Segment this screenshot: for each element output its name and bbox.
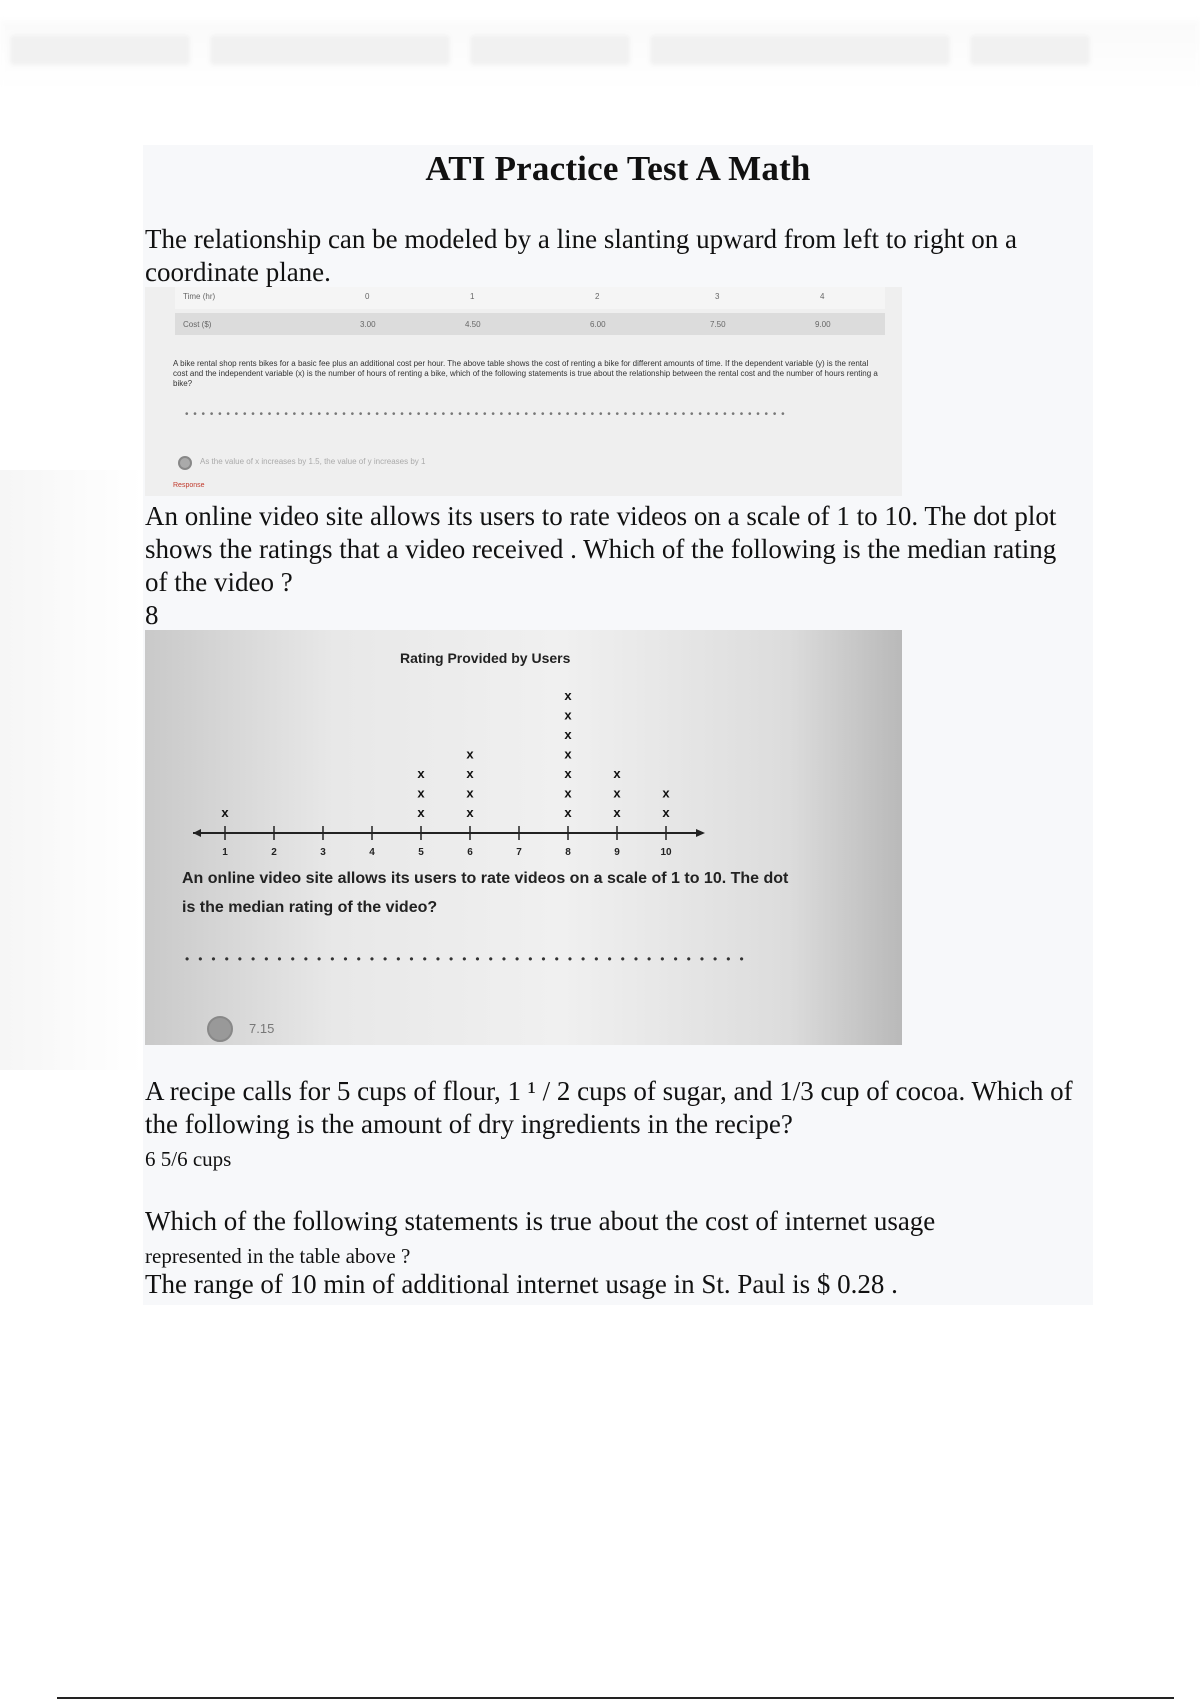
page-title: ATI Practice Test A Math	[425, 149, 811, 188]
dot-plot-mark: x	[564, 785, 572, 801]
x-tick-label: 3	[320, 847, 326, 858]
q1-table-row2-label: Cost ($)	[183, 320, 212, 329]
dot-plot-mark: x	[417, 785, 425, 801]
q1-table-cell: 3	[715, 292, 720, 301]
dot-plot-mark: x	[564, 707, 572, 723]
x-tick-label: 6	[467, 847, 473, 858]
q1-table-row-time	[175, 287, 885, 309]
q1-question-text: A bike rental shop rents bikes for a basic fee plus an additional cost per hour. The above table shows the cost of renting a bike for different amounts of time. If the dependent variable (y) is the rental cost and the independent variable (x) is the number of hours of renting a bike, which of the following statements is true about the relationship between the rental cost and the number of hours renting a bike?	[173, 359, 878, 388]
q1-table-cell: 2	[595, 292, 600, 301]
dot-plot-mark: x	[662, 805, 670, 820]
q1-table-cell: 4	[820, 292, 825, 301]
dot-plot-mark: x	[613, 766, 621, 781]
dot-plot-mark: x	[564, 766, 572, 781]
x-tick-label: 4	[369, 847, 375, 858]
dot-plot-mark: x	[564, 746, 572, 762]
dot-plot-chart	[145, 630, 902, 890]
x-tick-label: 8	[565, 847, 571, 858]
document-page	[143, 145, 1093, 1305]
q1-response-label: Response	[173, 482, 205, 489]
dot-plot-mark: x	[417, 766, 425, 781]
q1-option-text[interactable]: As the value of x increases by 1.5, the value of y increases by 1	[200, 457, 426, 466]
page-bottom-rule	[57, 1697, 1174, 1699]
dot-plot-mark: x	[613, 805, 621, 820]
x-tick-label: 7	[516, 847, 522, 858]
x-tick-label: 9	[614, 847, 620, 858]
q2-screenshot	[145, 630, 902, 1045]
q1-answer-text: The relationship can be modeled by a line slanting upward from left to right on a coordinate plane.	[145, 224, 1018, 287]
q1-option-radio[interactable]	[178, 456, 192, 470]
dot-plot-mark: x	[564, 805, 572, 820]
q2-option-text[interactable]: 7.15	[249, 1021, 275, 1036]
x-axis-left-arrow	[193, 829, 201, 837]
dot-plot-mark: x	[613, 785, 621, 801]
dot-plot-mark: x	[466, 746, 474, 762]
q4-question-line1: Which of the following statements is true about the cost of internet usage	[145, 1206, 936, 1236]
x-tick-label: 1	[222, 847, 228, 858]
q1-table-cell: 1	[470, 292, 475, 301]
q2-question-text: An online video site allows its users to rate videos on a scale of 1 to 10. The dot plot shows the ratings that a video received . Which of the following is the median rating of the video ?	[145, 501, 1057, 597]
chart-title: Rating Provided by Users	[400, 650, 571, 666]
q4-question-line2: represented in the table above ?	[145, 1244, 411, 1268]
q1-table-cell: 9.00	[815, 320, 831, 329]
q1-table-cell: 6.00	[590, 320, 606, 329]
dot-plot-mark: x	[466, 805, 474, 820]
dot-plot-mark: x	[466, 785, 474, 801]
dot-plot-mark: x	[417, 805, 425, 820]
dot-plot-mark: x	[662, 785, 670, 801]
q3-question-text: A recipe calls for 5 cups of flour, 1 ¹ / 2 cups of sugar, and 1/3 cup of cocoa. Which of the following is the amount of dry ingredients in the recipe?	[145, 1076, 1073, 1139]
dot-plot-mark: x	[466, 766, 474, 781]
q3-answer: 6 5/6 cups	[145, 1147, 232, 1171]
q4-answer: The range of 10 min of additional internet usage in St. Paul is $ 0.28 .	[145, 1269, 898, 1299]
q2-answer: 8	[145, 600, 159, 630]
q2-option-radio[interactable]	[207, 1016, 233, 1042]
q1-table-row-cost	[175, 313, 885, 335]
x-tick-label: 10	[660, 847, 672, 858]
q1-table-cell: 3.00	[360, 320, 376, 329]
blurred-background-header	[0, 20, 1200, 90]
x-tick-label: 2	[271, 847, 277, 858]
q1-table-cell: 7.50	[710, 320, 726, 329]
q1-dotted-separator: • • • • • • • • • • • • • • • • • • • • • • • • • • • • • • • • • • • • • • • • • • • • • • • • • • • • • • • • • • • • • • • • • • • • • • • • •	[185, 409, 786, 420]
q1-table-row1-label: Time (hr)	[183, 292, 216, 301]
x-tick-label: 5	[418, 847, 424, 858]
q1-table-cell: 4.50	[465, 320, 481, 329]
x-axis-right-arrow	[696, 829, 705, 837]
q2-dotted-separator: •••••••••••••••••••••••••••••••••••••••••••	[185, 952, 753, 966]
blurred-background-left	[0, 470, 143, 1070]
q2-screenshot-question-line1: An online video site allows its users to rate videos on a scale of 1 to 10. The dot	[182, 870, 789, 887]
q2-screenshot-question-line2: is the median rating of the video?	[182, 899, 438, 916]
q1-screenshot	[145, 287, 902, 496]
dot-plot-mark: x	[564, 727, 572, 742]
dot-plot-mark: x	[221, 805, 229, 820]
dot-plot-mark: x	[564, 688, 572, 703]
q1-table-cell: 0	[365, 292, 370, 301]
